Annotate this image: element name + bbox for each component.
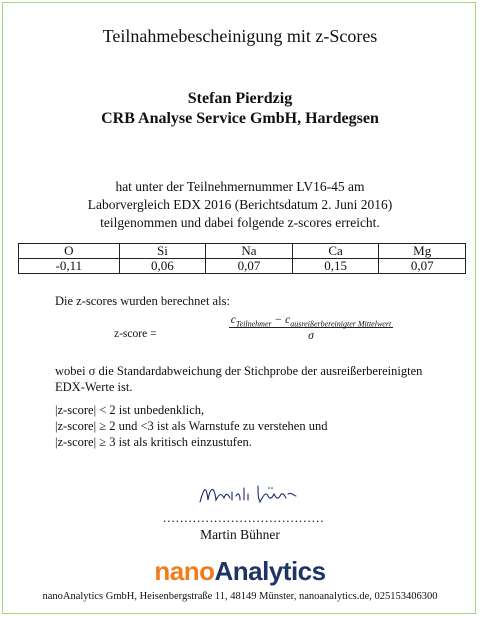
formula-subscript: ausreißerbereinigter Mittelwert: [290, 319, 392, 329]
signer-name: Martin Bühner: [200, 527, 280, 542]
document-title: Teilnahmebescheinigung mit z-Scores: [102, 26, 378, 46]
intro-line: hat unter der Teilnehmernummer LV16-45 am: [115, 179, 365, 194]
table-cell: -0,11: [19, 259, 120, 274]
participant-name: Stefan Pierdzig: [187, 90, 293, 107]
table-header-cell: Na: [206, 244, 293, 259]
logo-part-analytics: Analytics: [214, 556, 326, 586]
table-cell: 0,07: [379, 259, 466, 274]
table-header-cell: Si: [119, 244, 206, 259]
criteria-list: [55, 402, 327, 450]
logo-part-nano: nano: [154, 556, 215, 586]
formula-symbol: c: [230, 314, 236, 326]
formula-symbol: c: [285, 314, 291, 326]
table-header-cell: O: [19, 244, 120, 259]
intro-line: teilgenommen und dabei folgende z-scores erreicht.: [100, 215, 380, 230]
table-header-cell: Ca: [292, 244, 379, 259]
criteria-line: |z-score| ≥ 3 ist als kritisch einzustufen.: [55, 435, 252, 449]
criteria-line: |z-score| ≥ 2 und <3 ist als Warnstufe zu verstehen und: [55, 419, 328, 433]
sigma-note: [55, 363, 422, 395]
table-header-cell: Mg: [379, 244, 466, 259]
formula-operator: −: [274, 314, 283, 326]
sigma-note-line: EDX-Werte ist.: [55, 380, 133, 394]
z-score-table: [18, 243, 466, 274]
table-row: [19, 259, 466, 274]
table-header-row: [19, 244, 466, 259]
table-cell: 0,07: [206, 259, 293, 274]
table-cell: 0,15: [292, 259, 379, 274]
signature-line: ......................................: [163, 510, 325, 525]
formula-subscript: Teilnehmer: [235, 319, 272, 329]
formula-lhs: z-score =: [114, 328, 157, 340]
formula-denominator: σ: [308, 330, 314, 343]
handwritten-signature: [196, 480, 306, 508]
footer-address: nanoAnalytics GmbH, Heisenbergstraße 11, 48149 Münster, nanoanalytics.de, 025153406300: [42, 591, 438, 602]
intro-paragraph: [0, 178, 480, 232]
formula-numerator: [184, 314, 438, 328]
participant-organization: CRB Analyse Service GmbH, Hardegsen: [101, 110, 379, 127]
table-cell: 0,06: [119, 259, 206, 274]
nanoanalytics-logo: [0, 556, 480, 587]
criteria-line: |z-score| < 2 ist unbedenklich,: [55, 403, 205, 417]
sigma-note-line: wobei σ die Standardabweichung der Stichprobe der ausreißerbereinigten: [55, 364, 423, 378]
intro-line: Laborvergleich EDX 2016 (Berichtsdatum 2. Juni 2016): [87, 197, 393, 212]
formula-fraction: [184, 314, 438, 342]
calculation-intro: Die z-scores wurden berechnet als:: [55, 294, 230, 308]
